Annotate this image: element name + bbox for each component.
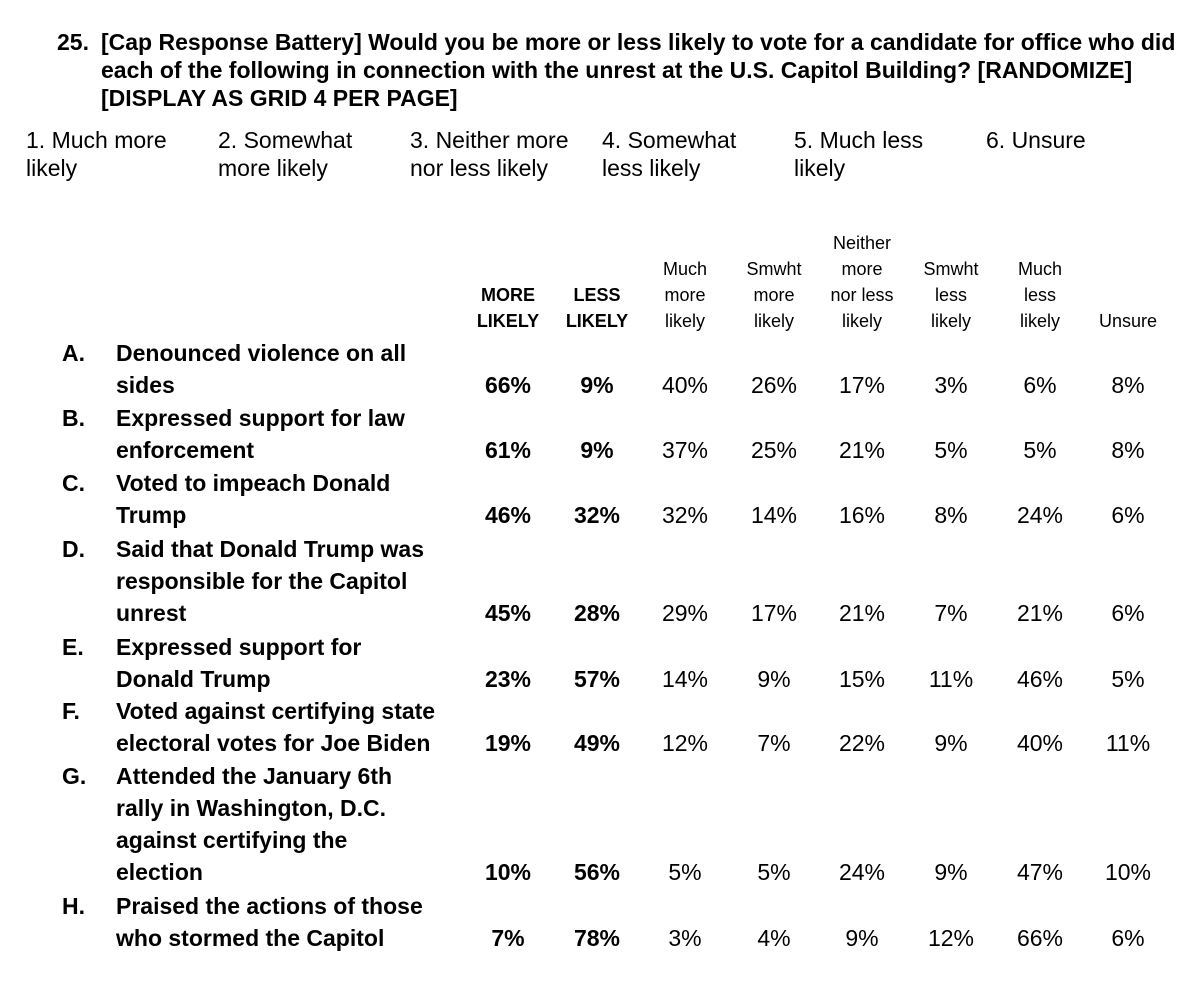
table-cell: 17% [750,600,798,626]
row-label-line: Expressed support for law [116,405,405,431]
table-cell: 78% [573,925,621,951]
column-header-1 [468,282,548,334]
row-label-line: against certifying the [116,827,348,853]
row-label-line: Expressed support for [116,634,362,660]
scale-option-6: 6. Unsure [986,127,1086,153]
row-letter: A. [62,340,85,366]
table-cell: 6% [1111,600,1145,626]
column-header-line: less [934,285,967,305]
row-label [116,695,466,759]
table-cell: 9% [580,437,614,463]
column-header-line: less [1023,285,1056,305]
table-cell: 7% [491,925,525,951]
column-header-2 [557,282,637,334]
table-cell: 11% [928,666,974,692]
table-cell: 57% [573,666,621,692]
column-header-line: Much [662,259,707,279]
column-header-line: Unsure [1098,311,1158,331]
column-header-line: nor less [830,285,894,305]
column-header-5 [822,230,902,334]
column-header-line: likely [664,311,705,331]
table-cell: 25% [750,437,798,463]
column-header-line: MORE [481,285,535,305]
table-cell: 23% [484,666,532,692]
table-cell: 5% [1111,666,1145,692]
scale-option-4: 4. Somewhat less likely [602,127,737,181]
table-cell: 9% [757,666,791,692]
column-header-line: more [753,285,795,305]
table-cell: 5% [1023,437,1057,463]
row-letter: D. [62,536,85,562]
table-cell: 28% [573,600,621,626]
column-header-6 [911,256,991,334]
table-cell: 12% [661,730,709,756]
table-cell: 46% [484,502,532,528]
row-label-line: unrest [116,600,187,626]
column-header-line: more [664,285,706,305]
row-label-line: enforcement [116,437,255,463]
table-cell: 3% [668,925,702,951]
row-label [116,402,466,466]
column-header-line: likely [1019,311,1060,331]
column-header-line: Much [1017,259,1062,279]
table-cell: 15% [838,666,886,692]
table-cell: 8% [1111,437,1145,463]
table-cell: 32% [661,502,709,528]
table-cell: 16% [838,502,886,528]
table-cell: 40% [661,372,709,398]
row-letter: B. [62,405,85,431]
table-cell: 21% [1016,600,1064,626]
row-label [116,533,466,629]
table-cell: 26% [750,372,798,398]
table-cell: 22% [838,730,886,756]
row-label-line: Voted to impeach Donald [116,470,391,496]
row-letter: H. [62,893,85,919]
row-label-line: Denounced violence on all [116,340,407,366]
table-cell: 6% [1023,372,1057,398]
column-header-line: Neither [832,233,892,253]
column-header-line: Smwht [923,259,979,279]
row-letter: F. [62,698,80,724]
column-header-4 [734,256,814,334]
row-label-line: Donald Trump [116,666,271,692]
column-header-line: more [841,259,883,279]
table-cell: 19% [484,730,532,756]
column-header-7 [1000,256,1080,334]
table-cell: 24% [838,859,886,885]
column-header-8 [1088,308,1168,334]
table-cell: 56% [573,859,621,885]
table-cell: 10% [484,859,532,885]
row-label-line: responsible for the Capitol [116,568,408,594]
row-label [116,631,466,695]
table-cell: 12% [927,925,975,951]
table-cell: 37% [661,437,709,463]
table-cell: 21% [838,600,886,626]
row-label [116,467,466,531]
table-cell: 24% [1016,502,1064,528]
table-cell: 9% [580,372,614,398]
row-label-line: Said that Donald Trump was [116,536,424,562]
table-cell: 5% [668,859,702,885]
scale-option-5: 5. Much less likely [794,127,924,181]
table-cell: 40% [1016,730,1064,756]
column-header-line: LESS [573,285,621,305]
row-label-line: Attended the January 6th [116,763,393,789]
row-letter: G. [62,763,87,789]
table-cell: 61% [484,437,532,463]
row-label [116,890,466,954]
table-cell: 17% [838,372,886,398]
row-label-line: who stormed the Capitol [116,925,385,951]
table-cell: 7% [934,600,968,626]
row-letter: C. [62,470,85,496]
table-cell: 4% [757,925,791,951]
scale-option-1: 1. Much more likely [26,127,167,181]
table-cell: 6% [1111,925,1145,951]
row-label-line: sides [116,372,175,398]
table-cell: 14% [661,666,709,692]
table-cell: 6% [1111,502,1145,528]
column-header-line: likely [930,311,971,331]
table-cell: 8% [1111,372,1145,398]
table-cell: 3% [934,372,968,398]
row-label-line: electoral votes for Joe Biden [116,730,431,756]
table-cell: 47% [1016,859,1064,885]
table-cell: 8% [934,502,968,528]
table-cell: 9% [934,859,968,885]
column-header-line: LIKELY [476,311,540,331]
table-cell: 45% [484,600,532,626]
row-letter: E. [62,634,84,660]
table-cell: 66% [1016,925,1064,951]
table-cell: 21% [838,437,886,463]
column-header-3 [645,256,725,334]
table-cell: 66% [484,372,532,398]
table-cell: 9% [845,925,879,951]
table-cell: 5% [934,437,968,463]
column-header-line: LIKELY [565,311,629,331]
table-cell: 11% [1105,730,1151,756]
row-label-line: election [116,859,203,885]
table-cell: 49% [573,730,621,756]
column-header-line: Smwht [746,259,802,279]
row-label-line: Trump [116,502,187,528]
row-label [116,337,466,401]
scale-option-3: 3. Neither more nor less likely [410,127,569,181]
table-cell: 5% [757,859,791,885]
table-cell: 14% [750,502,798,528]
column-header-line: likely [753,311,794,331]
row-label-line: Praised the actions of those [116,893,423,919]
table-cell: 9% [934,730,968,756]
scale-option-2: 2. Somewhat more likely [218,127,353,181]
table-cell: 29% [661,600,709,626]
column-header-line: likely [841,311,882,331]
row-label-line: rally in Washington, D.C. [116,795,387,821]
table-cell: 7% [757,730,791,756]
row-label [116,760,466,888]
table-cell: 10% [1104,859,1152,885]
table-cell: 32% [573,502,621,528]
table-cell: 46% [1016,666,1064,692]
question-number: 25. [57,29,89,55]
question-text: [Cap Response Battery] Would you be more or less likely to vote for a candidate for office who did each of the following in connection with the unrest at the U.S. Capitol Building? [RANDOMIZE] [DISPLAY AS GRID 4 PER PAGE] [101,29,1176,111]
row-label-line: Voted against certifying state [116,698,436,724]
